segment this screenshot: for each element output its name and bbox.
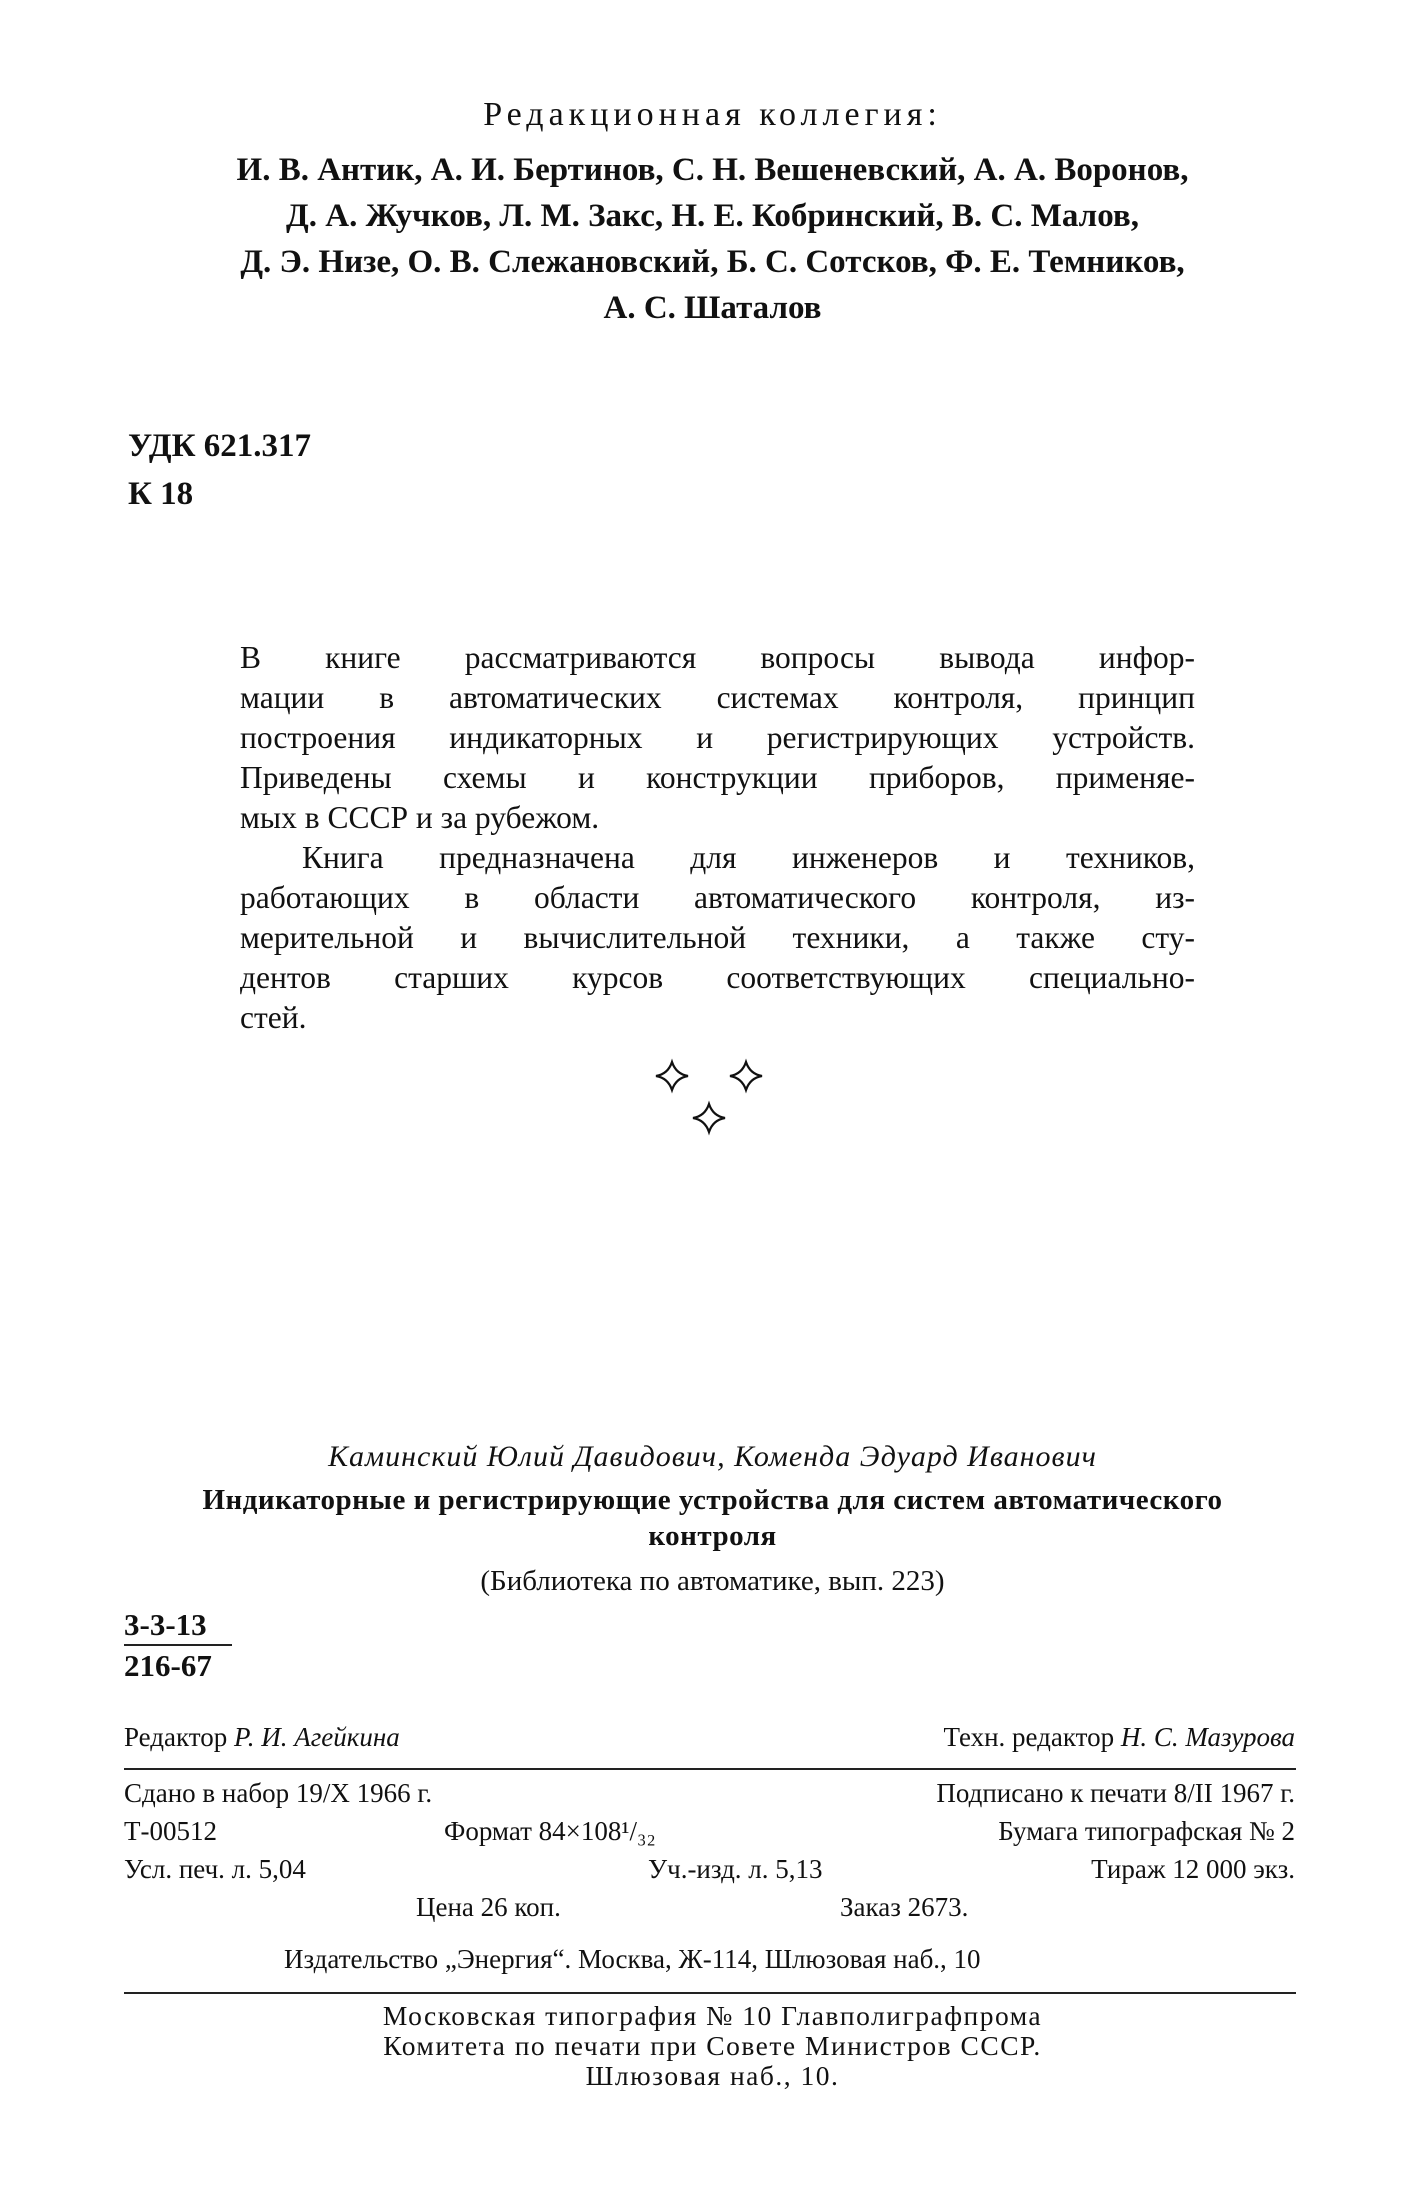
library-index: К 18 [128,476,194,512]
editorial-board-line-2: Д. А. Жучков, Л. М. Закс, Н. Е. Кобринский, В. С. Малов, [286,198,1139,234]
editor-label: Редактор [124,1722,228,1752]
tech-editor-label: Техн. редактор [943,1722,1115,1752]
star-ornament-icon [693,1104,725,1132]
publisher: Издательство „Энергия“. Москва, Ж-114, Шлюзовая наб., 10 [284,1944,981,1974]
book-title-line-1: Индикаторные и регистрирующие устройства для систем автоматического [202,1484,1223,1516]
abstract-line: дентов старших курсов соответствующих специально- [240,960,1195,995]
udk-code: УДК 621.317 [128,428,312,464]
book-title-line-2: контроля [648,1520,777,1552]
print-sheets: Усл. печ. л. 5,04 [124,1854,306,1884]
editor-name: Р. И. Агейкина [233,1722,400,1752]
editorial-board-line-4: А. С. Шаталов [603,290,822,326]
abstract-line: работающих в области автоматического контроля, из- [240,880,1195,915]
star-ornament-icon [656,1062,688,1090]
print-run: Тираж 12 000 экз. [1091,1854,1295,1884]
tech-editor [944,1722,1296,1753]
code-denominator: 216-67 [124,1648,212,1683]
abstract-line: мерительной и вычислительной техники, а также сту- [240,920,1195,955]
abstract [240,638,1195,1038]
ornament [650,1048,780,1148]
typeset-date: Сдано в набор 19/X 1966 г. [124,1778,433,1808]
printer-line-1: Московская типография № 10 Главполиграфпрома [382,2000,1043,2031]
printer-line-2: Комитета по печати при Совете Министров СССР. [383,2030,1042,2061]
editorial-board-line-1: И. В. Антик, А. И. Бертинов, С. Н. Вешеневский, А. А. Воронов, [236,152,1189,188]
abstract-line: Книга предназначена для инженеров и техников, [302,840,1195,875]
paper: Бумага типографская № 2 [998,1816,1295,1846]
divider-line [124,1768,1296,1770]
abstract-line: построения индикаторных и регистрирующих устройств. [240,720,1195,755]
signed-date: Подписано к печати 8/II 1967 г. [936,1778,1295,1808]
printer-line-3: Шлюзовая наб., 10. [585,2060,840,2091]
tech-editor-name: Н. С. Мазурова [1120,1722,1295,1752]
price: Цена 26 коп. [416,1892,561,1922]
code-fraction-line [124,1644,232,1646]
divider-line [124,1992,1296,1994]
abstract-line: стей. [240,1000,307,1035]
abstract-line: Приведены схемы и конструкции приборов, применяе- [240,760,1195,795]
abstract-line: мых в СССР и за рубежом. [240,800,600,835]
code-numerator: 3-3-13 [124,1607,207,1642]
order-code: Т-00512 [124,1816,217,1846]
abstract-line: В книге рассматриваются вопросы вывода инфор- [240,640,1195,675]
series: (Библиотека по автоматике, вып. 223) [480,1565,945,1597]
format: Формат 84×108¹/₃₂ [444,1816,656,1846]
order-number: Заказ 2673. [840,1892,969,1922]
authors: Каминский Юлий Давидович, Коменда Эдуард Иванович [328,1440,1097,1473]
publisher-sheets: Уч.-изд. л. 5,13 [648,1854,823,1884]
star-ornament-icon [730,1062,762,1090]
editorial-board-line-3: Д. Э. Низе, О. В. Слежановский, Б. С. Сотсков, Ф. Е. Темников, [240,244,1185,280]
editor [124,1722,400,1753]
abstract-line: мации в автоматических системах контроля, принцип [240,680,1195,715]
editorial-board-title: Редакционная коллегия: [483,96,942,133]
